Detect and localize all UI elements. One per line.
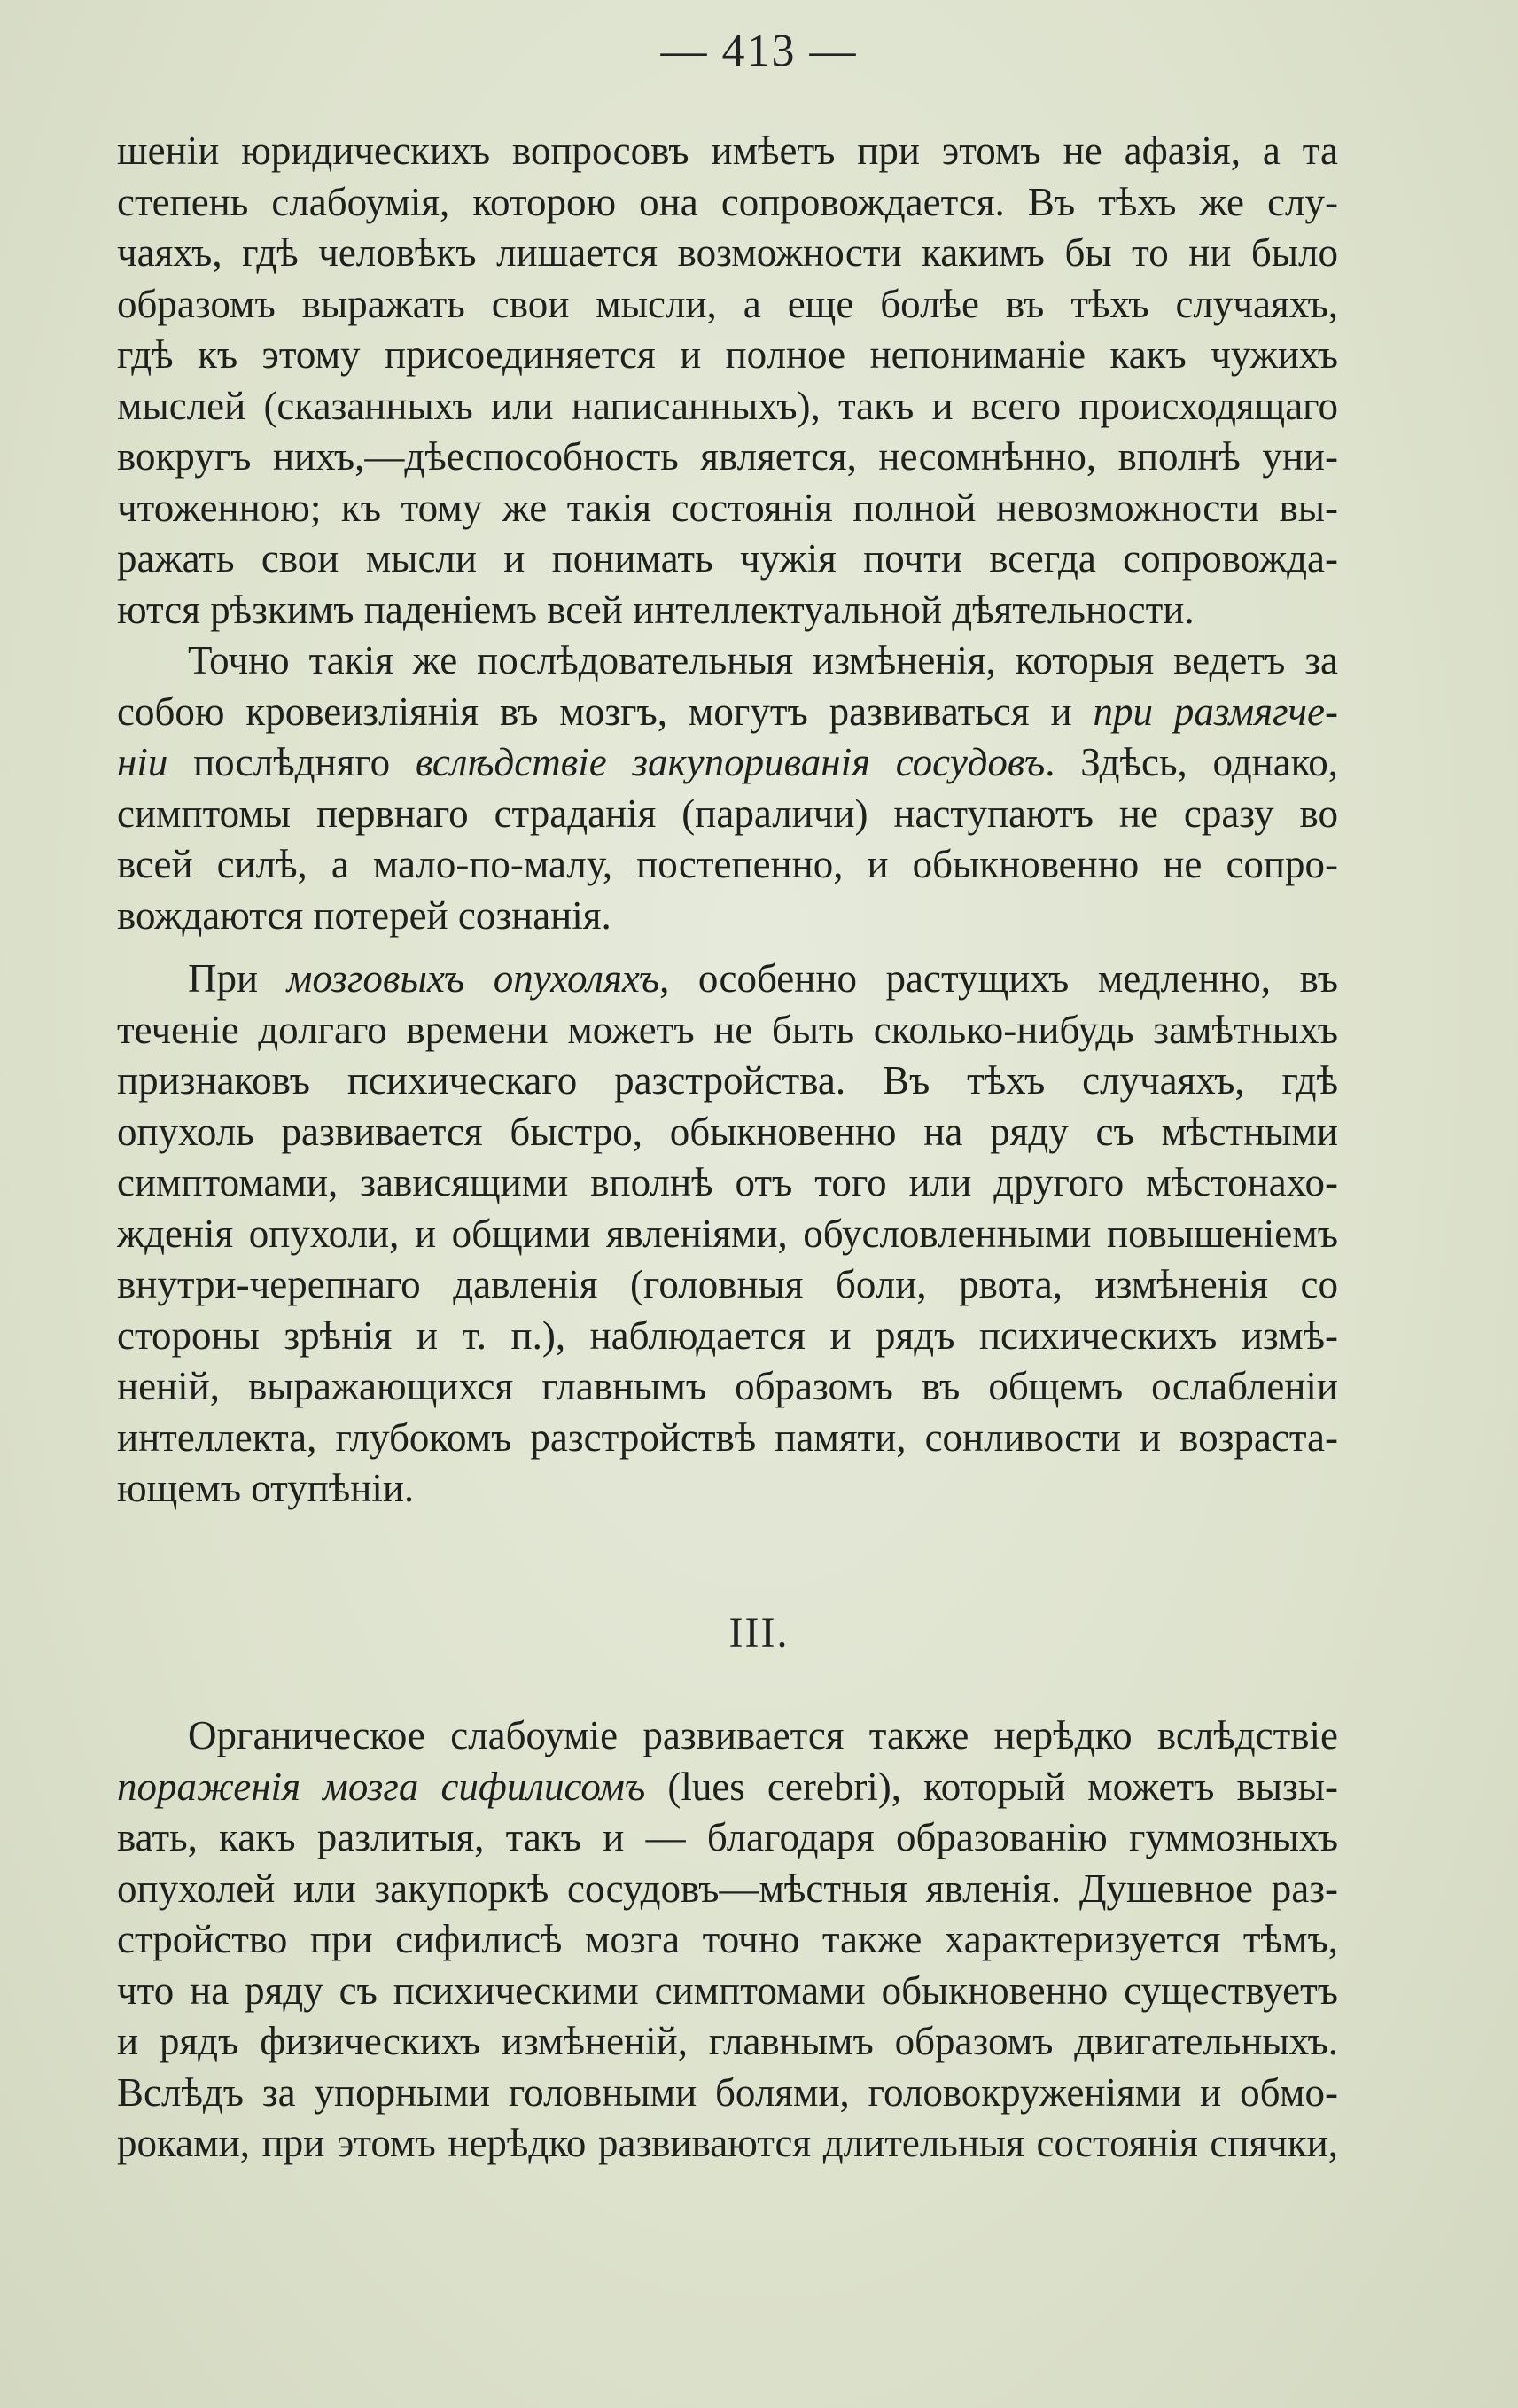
- page-number: — 413 —: [660, 26, 858, 76]
- text-line: стороны зрѣнія и т. п.), наблюдается и рядъ психическихъ измѣ-: [117, 1313, 1338, 1358]
- text-block-bottom: [117, 1711, 1338, 2170]
- text-line: опухолей или закупоркѣ сосудовъ—мѣстныя явленія. Душевное раз-: [117, 1866, 1338, 1911]
- text-line: Точно такія же послѣдовательныя измѣненія, которыя ведетъ за: [188, 638, 1338, 682]
- text-block-top: [117, 126, 1338, 1515]
- text-line: вокругъ нихъ,—дѣеспособность является, несомнѣнно, вполнѣ уни-: [117, 434, 1338, 479]
- text-line: вать, какъ разлитыя, такъ и — благодаря образованію гуммозныхъ: [117, 1815, 1338, 1859]
- text-line: шеніи юридическихъ вопросовъ имѣетъ при этомъ не афазія, а та: [117, 129, 1338, 173]
- paragraph-1: [117, 126, 1338, 635]
- text-line: внутри-черепнаго давленія (головныя боли, рвота, измѣненія со: [117, 1262, 1338, 1306]
- text-line: интеллекта, глубокомъ разстройствѣ памяти, сонливости и возраста-: [117, 1414, 1338, 1460]
- text-line: теченіе долгаго времени можетъ не быть сколько-нибудь замѣтныхъ: [117, 1007, 1338, 1052]
- paragraph-2: [117, 635, 1338, 941]
- text-line: стройство при сифилисѣ мозга точно также характеризуется тѣмъ,: [117, 1917, 1338, 1961]
- text-line: что на ряду съ психическими симптомами обыкновенно существуетъ: [117, 1968, 1338, 2013]
- text-line: роками, при этомъ нерѣдко развиваются длительныя состоянія спячки,: [117, 2121, 1338, 2165]
- italic-phrase: при размягче-: [1093, 689, 1338, 734]
- text-line: образомъ выражать свои мысли, а еще болѣе въ тѣхъ случаяхъ,: [117, 281, 1338, 326]
- text-line: вождаются потерей сознанія.: [117, 892, 611, 938]
- italic-phrase: мозговыхъ опухоляхъ: [286, 956, 660, 1001]
- text-line: чаяхъ, гдѣ человѣкъ лишается возможности какимъ бы то ни было: [117, 230, 1338, 275]
- text-line: собою кровеизліянія въ мозгъ, могутъ развиваться и при размягче-: [117, 689, 1338, 734]
- text-line: пораженія мозга сифилисомъ (lues cerebri), который можетъ вызы-: [117, 1764, 1338, 1809]
- italic-phrase: пораженія мозга сифилисомъ: [117, 1764, 646, 1809]
- text-line: Вслѣдъ за упорными головными болями, головокруженіями и обмо-: [117, 2069, 1338, 2115]
- text-line: гдѣ къ этому присоединяется и полное непониманіе какъ чужихъ: [117, 332, 1338, 377]
- text-line: ются рѣзкимъ паденіемъ всей интеллектуальной дѣятельности.: [117, 587, 1195, 632]
- paragraph-3: [117, 954, 1338, 1515]
- text-line: чтоженною; къ тому же такія состоянія полной невозможности вы-: [117, 485, 1338, 530]
- text-line: При мозговыхъ опухоляхъ, особенно растущихъ медленно, въ: [188, 956, 1338, 1001]
- text-line: неній, выражающихся главнымъ образомъ въ общемъ ослабленіи: [117, 1364, 1338, 1408]
- text-line: мыслей (сказанныхъ или написанныхъ), такъ и всего происходящаго: [117, 383, 1338, 428]
- text-line: ражать свои мысли и понимать чужія почти всегда сопровожда-: [117, 536, 1338, 581]
- text-line: всей силѣ, а мало-по-малу, постепенно, и обыкновенно не сопро-: [117, 842, 1338, 886]
- section-heading: III.: [728, 1609, 790, 1656]
- text-line: жденія опухоли, и общими явленіями, обусловленными повышеніемъ: [117, 1211, 1338, 1256]
- text-line: и рядъ физическихъ измѣненій, главнымъ образомъ двигательныхъ.: [117, 2019, 1338, 2063]
- paragraph-4: [117, 1711, 1338, 2170]
- italic-phrase: ніи: [117, 740, 168, 784]
- text-line: степень слабоумія, которою она сопровождается. Въ тѣхъ же слу-: [117, 179, 1338, 224]
- text-line: ющемъ отупѣніи.: [117, 1466, 415, 1510]
- text-line: опухоль развивается быстро, обыкновенно на ряду съ мѣстными: [117, 1109, 1338, 1154]
- text-line: Органическое слабоуміе развивается также нерѣдко вслѣдствіе: [188, 1713, 1338, 1757]
- text-line: ніи послѣдняго вслѣдствіе закупориванія сосудовъ. Здѣсь, однако,: [117, 740, 1338, 784]
- italic-phrase: вслѣдствіе закупориванія сосудовъ: [415, 740, 1046, 784]
- text-line: симптомы первнаго страданія (параличи) наступаютъ не сразу во: [117, 791, 1338, 836]
- text-line: симптомами, зависящими вполнѣ отъ того или другого мѣстонахо-: [117, 1160, 1338, 1204]
- text-line: признаковъ психическаго разстройства. Въ тѣхъ случаяхъ, гдѣ: [117, 1058, 1338, 1103]
